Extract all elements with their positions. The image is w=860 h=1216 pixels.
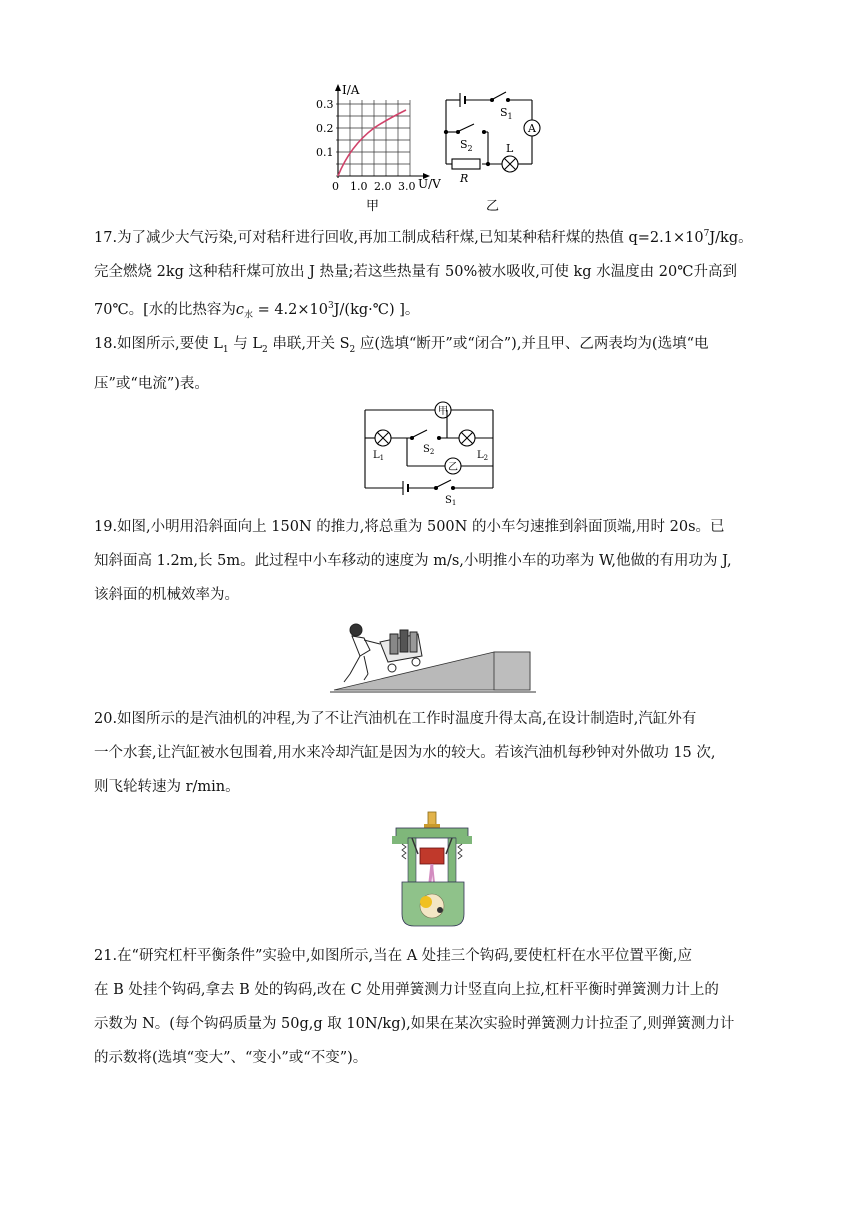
y-axis-label: I/A [342, 83, 360, 97]
x-axis-label: U/V [418, 177, 441, 191]
cart [380, 630, 422, 672]
q18-line2: 压”或“电流”)表。 [94, 375, 209, 392]
q17-line3a: 70℃。[水的比热容为 [94, 301, 236, 318]
s1-label-18: $S_1$ [445, 495, 457, 507]
lamp-label: L [506, 142, 514, 155]
l1-label: $L_1$ [373, 450, 385, 462]
q19-number: 19. [94, 519, 118, 535]
question-21 [94, 939, 770, 1075]
s2-label-18: $S_2$ [423, 444, 435, 456]
q21-number: 21. [94, 948, 118, 964]
figure-19-incline [330, 616, 536, 696]
q17-c-sub: 水 [243, 310, 253, 321]
q18-line1c: 串联,开关 S [267, 336, 350, 352]
question-17 [94, 217, 770, 333]
q20-number: 20. [94, 711, 118, 727]
q18-sub2: 2 [262, 344, 268, 355]
q17-number: 17. [94, 229, 118, 246]
x-tick-3: 3.0 [398, 180, 416, 193]
q18-sub3: 2 [349, 344, 356, 355]
circuit-16 [444, 92, 540, 172]
q17-line3-sup: 3 [328, 300, 334, 311]
q18-number: 18. [94, 336, 118, 352]
pushing-person [344, 624, 380, 682]
q21-line4: 的示数将(选填“变大”、“变小”或“不变”)。 [94, 1050, 368, 1066]
q20-line2: 一个水套,让汽缸被水包围着,用水来冷却汽缸是因为水的较大。若该汽油机每秒钟对外做功 15 次, [94, 745, 716, 761]
x-tick-0: 0 [332, 180, 339, 193]
meter-jia-label: 甲 [438, 406, 448, 417]
s2-label: $S_2$ [460, 138, 473, 153]
x-tick-2: 2.0 [374, 180, 392, 193]
figure-16 [310, 82, 550, 214]
q18-line1b: 与 L [228, 336, 263, 352]
q20-line3: 则飞轮转速为 r/min。 [94, 779, 240, 795]
q21-line2: 在 B 处挂个钩码,拿去 B 处的钩码,改在 C 处用弹簧测力计竖直向上拉,杠杆平衡时弹簧测力计上的 [94, 982, 719, 998]
y-tick-0.3: 0.3 [316, 98, 334, 111]
iu-graph [316, 83, 441, 214]
q18-sub1: 1 [222, 344, 229, 355]
q18-line1d: 应(选填“断开”或“闭合”),并且甲、乙两表均为(选填“电 [355, 336, 709, 352]
q19-line3: 该斜面的机械效率为。 [94, 587, 239, 603]
resistor-label: R [460, 172, 469, 185]
q17-line2: 完全燃烧 2kg 这种秸秆煤可放出 J 热量;若这些热量有 50%被水吸收,可使 kg 水温度由 20℃升高到 [94, 263, 737, 280]
q17-line3-end: J/(kg·℃) ]。 [333, 301, 420, 318]
q17-line1-end: J/kg。 [709, 229, 753, 246]
y-tick-0.2: 0.2 [316, 122, 334, 135]
y-tick-0.1: 0.1 [316, 146, 334, 159]
q17-line3b: = 4.2×10 [252, 301, 328, 318]
q17-line1-sup: 7 [703, 229, 710, 239]
q21-line1: 在“研究杠杆平衡条件”实验中,如图所示,当在 A 处挂三个钩码,要使杠杆在水平位置平衡,应 [117, 948, 693, 964]
q21-line3: 示数为 N。(每个钩码质量为 50g,g 取 10N/kg),如果在某次实验时弹簧测力计拉歪了,则弹簧测力计 [94, 1016, 735, 1032]
q19-line2: 知斜面高 1.2m,长 5m。此过程中小车移动的速度为 m/s,小明推小车的功率为 W,他做的有用功为 J, [94, 553, 732, 569]
l2-label: $L_2$ [477, 450, 489, 462]
iu-curve [338, 110, 406, 176]
q19-line1: 如图,小明用沿斜面向上 150N 的推力,将总重为 500N 的小车匀速推到斜面顶端,用时 20s。已 [117, 519, 725, 535]
question-19 [94, 510, 770, 612]
circuit-caption: 乙 [486, 199, 500, 214]
x-tick-1: 1.0 [350, 180, 368, 193]
figure-18 [355, 400, 505, 508]
graph-caption: 甲 [366, 199, 380, 214]
question-18 [94, 327, 770, 401]
meter-yi-label: 乙 [448, 462, 458, 473]
question-20 [94, 702, 770, 804]
q17-line1: 为了减少大气污染,可对秸秆进行回收,再加工制成秸秆煤,已知某种秸秆煤的热值 q=2.1×10 [117, 229, 704, 246]
ammeter-label: A [528, 122, 536, 135]
q17-c: c [235, 301, 244, 318]
q20-line1: 如图所示的是汽油机的冲程,为了不让汽油机在工作时温度升得太高,在设计制造时,汽缸外有 [117, 711, 697, 727]
q18-line1a: 如图所示,要使 L [117, 336, 223, 352]
s1-label: $S_1$ [500, 106, 513, 121]
figure-20-engine [388, 810, 478, 932]
